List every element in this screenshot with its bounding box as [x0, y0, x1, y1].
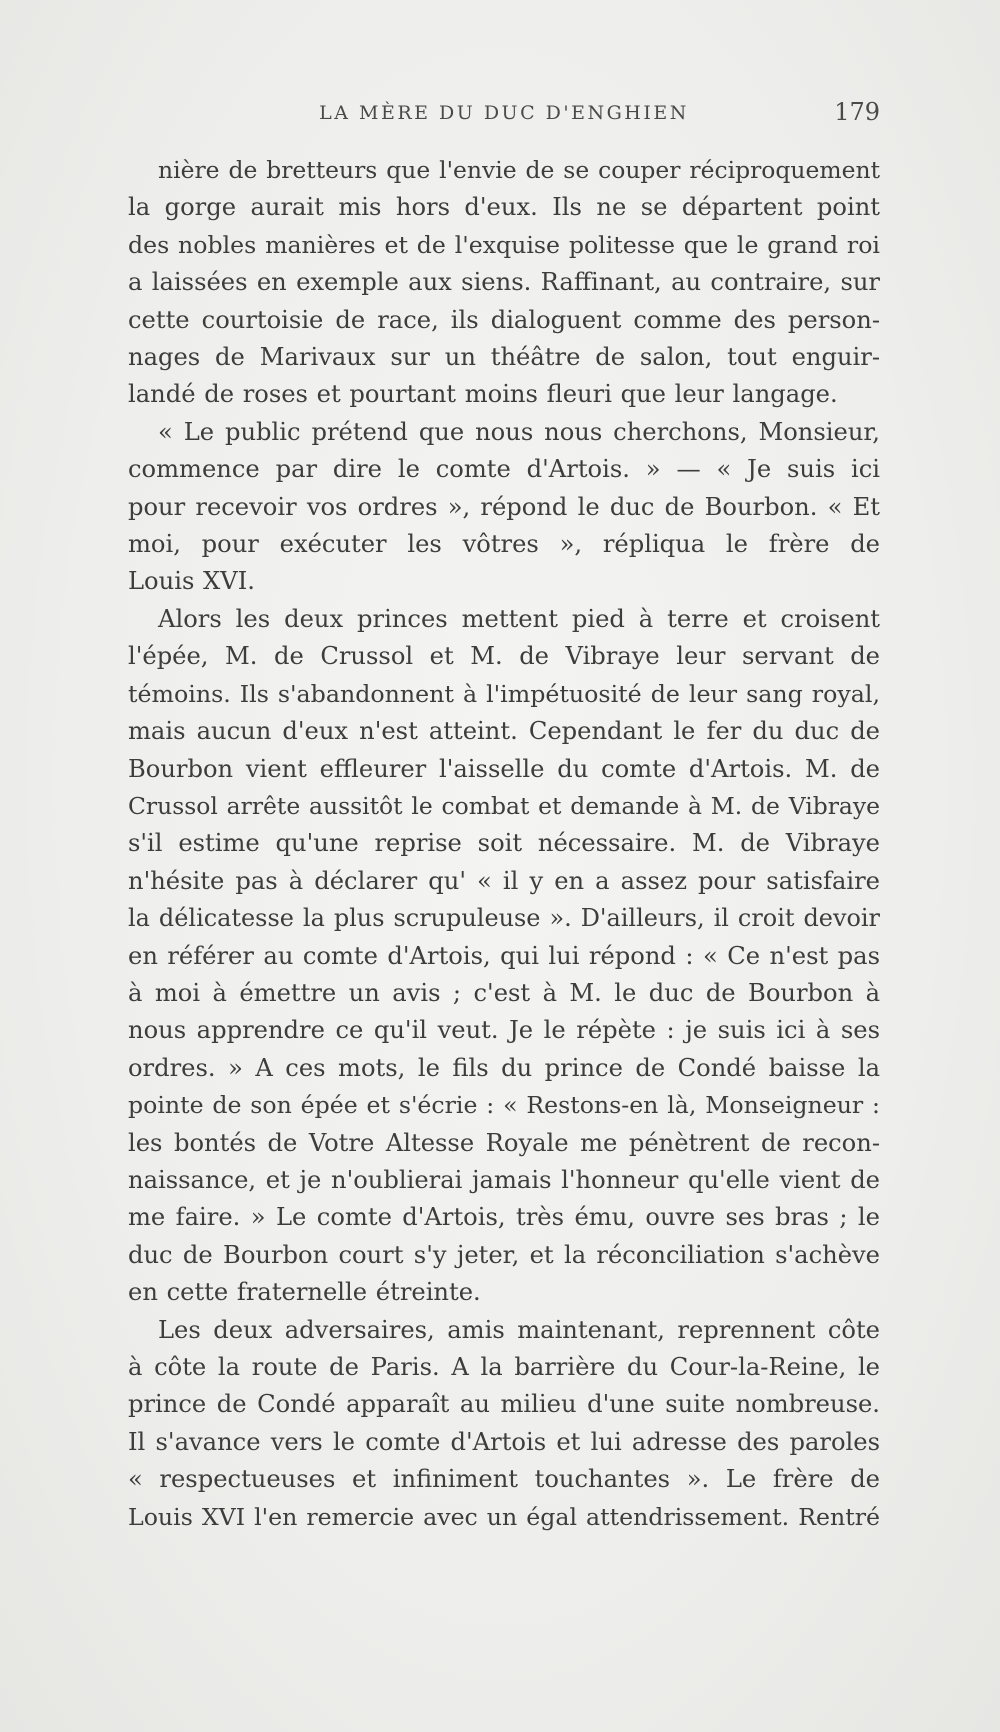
text-line: la gorge aurait mis hors d'eux. Ils ne se départent point	[128, 193, 880, 222]
text-line: témoins. Ils s'abandonnent à l'impétuosité de leur sang royal,	[128, 679, 880, 708]
paragraph-1	[128, 152, 880, 414]
text-line: nière de bretteurs que l'envie de se couper réciproquement	[158, 156, 880, 184]
running-head	[128, 96, 880, 132]
text-line: « Le public prétend que nous nous cherchons, Monsieur,	[158, 417, 880, 446]
text-line: Crussol arrête aussitôt le combat et demande à M. de Vibraye	[128, 791, 880, 820]
text-line: pour recevoir vos ordres », répond le duc de Bourbon. « Et	[128, 492, 880, 521]
text-line: Alors les deux princes mettent pied à terre et croisent	[158, 604, 880, 633]
page-number: 179	[834, 98, 880, 126]
text-line: pointe de son épée et s'écrie : « Restons-en là, Monseigneur :	[128, 1091, 880, 1120]
text-line: a laissées en exemple aux siens. Raffinant, au contraire, sur	[128, 268, 880, 297]
text-line: naissance, et je n'oublierai jamais l'honneur qu'elle vient de	[128, 1165, 880, 1194]
text-line: me faire. » Le comte d'Artois, très ému, ouvre ses bras ; le	[128, 1203, 880, 1232]
text-line: prince de Condé apparaît au milieu d'une suite nombreuse.	[128, 1390, 880, 1419]
text-line: Les deux adversaires, amis maintenant, reprennent côte	[158, 1315, 880, 1344]
text-line: duc de Bourbon court s'y jeter, et la réconciliation s'achève	[128, 1240, 880, 1269]
body-text	[128, 152, 880, 1536]
text-line: les bontés de Votre Altesse Royale me pénètrent de recon-	[128, 1128, 880, 1157]
text-line: landé de roses et pourtant moins fleuri que leur langage.	[128, 380, 838, 409]
text-line: Louis XVI.	[128, 567, 255, 596]
text-line: en référer au comte d'Artois, qui lui répond : « Ce n'est pas	[128, 941, 880, 970]
text-line: la délicatesse la plus scrupuleuse ». D'ailleurs, il croit devoir	[128, 904, 880, 933]
text-line: commence par dire le comte d'Artois. » — « Je suis ici	[128, 455, 880, 484]
text-line: Bourbon vient effleurer l'aisselle du comte d'Artois. M. de	[128, 754, 880, 783]
text-line: ordres. » A ces mots, le fils du prince de Condé baisse la	[128, 1053, 880, 1082]
text-line: à moi à émettre un avis ; c'est à M. le duc de Bourbon à	[128, 978, 880, 1007]
text-line: « respectueuses et infiniment touchantes ». Le frère de	[128, 1465, 880, 1494]
text-line: mais aucun d'eux n'est atteint. Cependant le fer du duc de	[128, 717, 880, 746]
text-line: des nobles manières et de l'exquise politesse que le grand roi	[128, 230, 880, 259]
text-line: Il s'avance vers le comte d'Artois et lui adresse des paroles	[128, 1427, 880, 1456]
text-line: s'il estime qu'une reprise soit nécessaire. M. de Vibraye	[128, 829, 880, 858]
text-line: cette courtoisie de race, ils dialoguent comme des person-	[128, 305, 880, 334]
paragraph-2	[128, 414, 880, 601]
text-line: moi, pour exécuter les vôtres », répliqua le frère de	[128, 530, 880, 559]
text-line: en cette fraternelle étreinte.	[128, 1278, 481, 1307]
paragraph-4	[128, 1312, 880, 1536]
text-line: l'épée, M. de Crussol et M. de Vibraye leur servant de	[128, 642, 880, 671]
text-line: nages de Marivaux sur un théâtre de salon, tout enguir-	[128, 343, 880, 372]
text-line: nous apprendre ce qu'il veut. Je le répète : je suis ici à ses	[128, 1016, 880, 1045]
paragraph-3	[128, 601, 880, 1312]
text-line: n'hésite pas à déclarer qu' « il y en a assez pour satisfaire	[128, 866, 880, 895]
text-line: à côte la route de Paris. A la barrière du Cour-la-Reine, le	[128, 1353, 880, 1381]
running-title: LA MÈRE DU DUC D'ENGHIEN	[319, 102, 689, 124]
text-line: Louis XVI l'en remercie avec un égal attendrissement. Rentré	[128, 1502, 880, 1531]
